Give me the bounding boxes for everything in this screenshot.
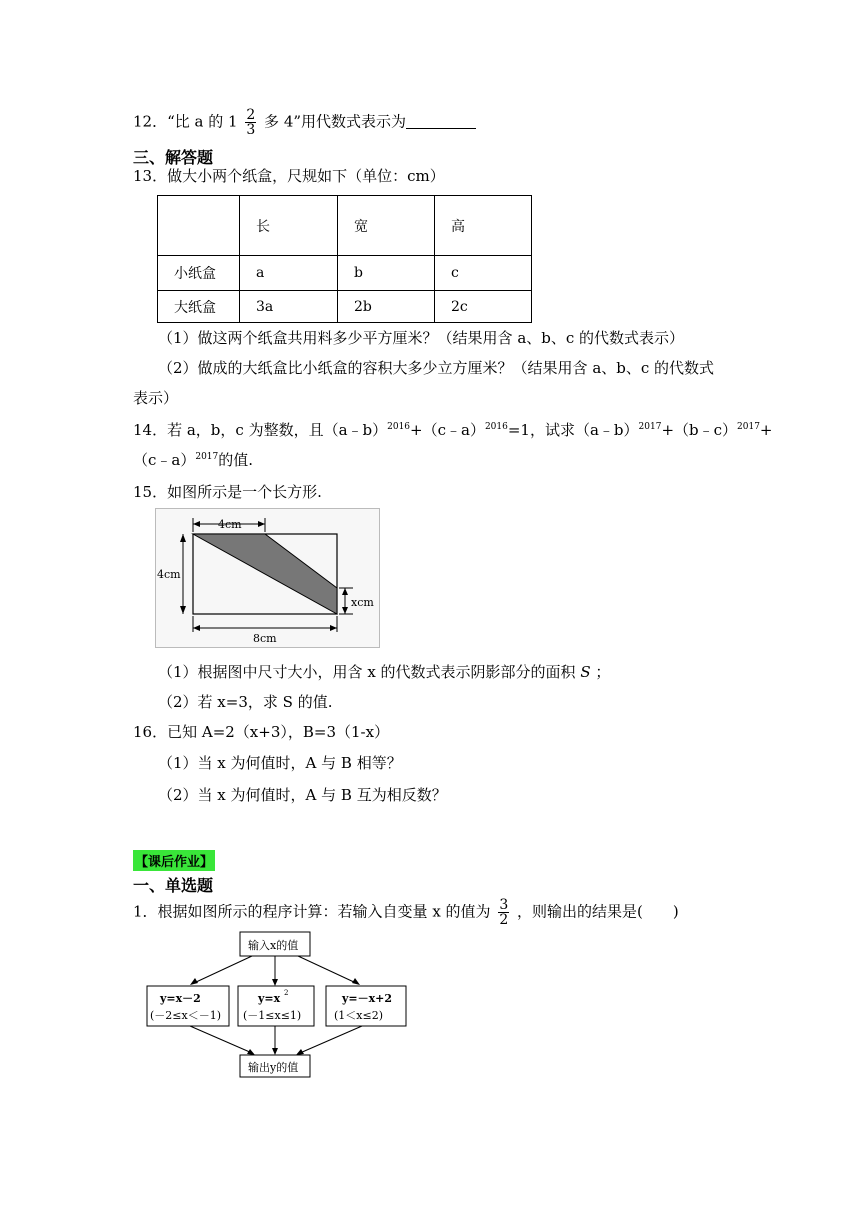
fraction [498, 898, 509, 927]
table-cell: 高 [435, 196, 532, 256]
table-cell: 大纸盒 [158, 291, 240, 323]
fraction-denominator: 3 [246, 122, 256, 138]
branch-2-range: (－1≤x≤1) [243, 1009, 302, 1022]
branch-2-exponent: 2 [284, 989, 289, 997]
question-13-title: 13．做大小两个纸盒，尺规如下（单位：cm） [133, 167, 445, 185]
table-header-row [158, 196, 532, 256]
question-14-line-2 [133, 450, 253, 470]
q16-part-1: （1）当 x 为何值时，A 与 B 相等？ [158, 754, 402, 772]
table-cell: a [240, 256, 338, 291]
branch-3-formula: y=－x+2 [342, 992, 393, 1005]
question-12 [133, 108, 476, 137]
branch-2-formula: y=x [258, 992, 281, 1005]
q14-text: （c﹣a） [133, 451, 196, 469]
answer-blank [406, 114, 476, 129]
table-cell [158, 196, 240, 256]
exponent: 2017 [195, 452, 219, 462]
q14-text: +（b﹣c） [661, 421, 738, 439]
q16-part-2: （2）当 x 为何值时，A 与 B 互为相反数？ [158, 786, 447, 804]
q14-text: + [759, 421, 773, 439]
q14-text: +（c﹣a） [410, 421, 485, 439]
arrow-head [190, 978, 198, 985]
arrow-head [296, 1049, 304, 1055]
table-cell: 2c [435, 291, 532, 323]
q15-text: （1）根据图中尺寸大小，用含 x 的代数式表示阴影部分的面积 [158, 663, 576, 681]
q15-part-2: （2）若 x=3，求 S 的值. [158, 693, 333, 711]
fraction [245, 108, 256, 137]
q14-text: 的值. [218, 451, 254, 469]
q13-part-2: （2）做成的大纸盒比小纸盒的容积大多少立方厘米？（结果用含 a、b、c 的代数式 [158, 359, 715, 377]
box-dimensions-table [157, 195, 532, 323]
branch-1-formula: y=x－2 [160, 992, 201, 1005]
table-row [158, 291, 532, 323]
arrow-line [190, 1026, 252, 1053]
table-cell: 宽 [338, 196, 435, 256]
branch-1-range: (－2≤x＜－1) [150, 1009, 222, 1022]
section-heading-3: 三、解答题 [133, 148, 214, 167]
exponent: 2016 [387, 422, 411, 432]
program-flowchart [140, 928, 420, 1080]
hw1-text-post: ，则输出的结果是( ) [517, 902, 679, 921]
variable-s: S [580, 663, 591, 681]
question-15-title: 15．如图所示是一个长方形. [133, 483, 322, 501]
question-16-title: 16．已知 A=2（x+3），B=3（1-x） [133, 723, 390, 741]
exponent: 2016 [484, 422, 508, 432]
table-row [158, 256, 532, 291]
q12-number: 12． [133, 112, 168, 131]
fraction-numerator: 2 [246, 107, 256, 123]
table-cell: b [338, 256, 435, 291]
rectangle-figure [155, 508, 380, 648]
arrow-head [272, 1048, 278, 1055]
exponent: 2017 [737, 422, 760, 432]
table-cell: 小纸盒 [158, 256, 240, 291]
top-dimension-label: 4cm [218, 518, 242, 531]
table-cell: 2b [338, 291, 435, 323]
homework-question-1 [133, 898, 679, 927]
question-14-line-1 [133, 420, 773, 440]
right-dimension-label: xcm [351, 596, 374, 609]
q13-part-1: （1）做这两个纸盒共用料多少平方厘米？（结果用含 a、b、c 的代数式表示） [158, 329, 685, 347]
arrow-head [247, 1049, 255, 1055]
output-label: 输出y的值 [248, 1061, 299, 1074]
q15-text: ； [595, 663, 611, 681]
homework-badge: 【课后作业】 [133, 850, 215, 871]
q14-text: =1，试求（a﹣b） [507, 421, 639, 439]
bottom-dimension-label: 8cm [253, 632, 277, 645]
table-cell: c [435, 256, 532, 291]
arrow-head [272, 979, 278, 986]
fraction-numerator: 3 [499, 897, 509, 913]
table-cell: 长 [240, 196, 338, 256]
table-cell: 3a [240, 291, 338, 323]
exponent: 2017 [638, 422, 662, 432]
q15-part-1 [158, 662, 610, 682]
arrow-line [298, 956, 356, 983]
q12-text-post: 多 4”用代数式表示为 [264, 112, 407, 131]
input-label: 输入x的值 [248, 939, 299, 952]
left-dimension-label: 4cm [157, 568, 181, 581]
branch-3-range: (1＜x≤2) [334, 1009, 384, 1022]
q12-text: “比 a 的 1 [167, 112, 238, 131]
section-heading-1: 一、单选题 [133, 876, 214, 895]
hw1-text: 1．根据如图所示的程序计算：若输入自变量 x 的值为 [133, 902, 491, 921]
q14-text: 14．若 a，b，c 为整数，且（a﹣b） [133, 421, 388, 439]
arrow-line [300, 1026, 362, 1053]
q13-part-2-cont: 表示） [133, 389, 179, 407]
arrow-line [194, 956, 252, 983]
arrow-head [352, 978, 360, 985]
figure-background [156, 509, 380, 648]
fraction-denominator: 2 [499, 912, 509, 928]
